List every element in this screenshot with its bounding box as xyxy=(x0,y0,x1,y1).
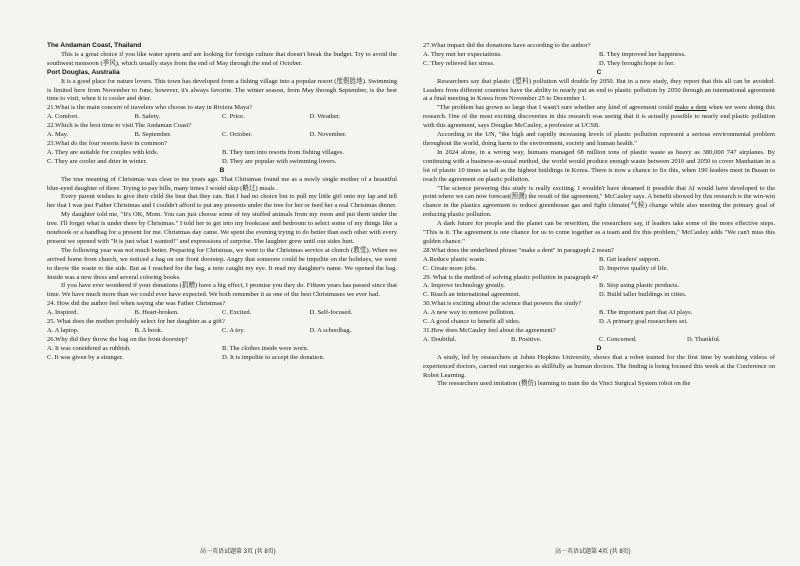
question-stem: 25. What does the mother probably select for her daughter as a gift? xyxy=(47,318,225,326)
paragraph: The following year was not much better. Preparing for Christmas, we went to the Christmas service at church (教堂). When we arrived home from church, we noticed a bag on our front doorstep. Angry that someone could be impolite on the holidays, we went to throw the waste to the side. But as I reached for the bag, a note caught my eye. It read my daughter's name. We opened the bag. Inside was a new dress and several coloring books. xyxy=(47,246,397,281)
question-stem: 28.What does the underlined phrase "make a dent" in paragraph 2 mean? xyxy=(423,246,614,254)
question-options xyxy=(423,282,775,300)
option: D. A primary goal researchers set. xyxy=(599,318,688,326)
option: B. Stop using plastic products. xyxy=(599,282,680,290)
section-title: Port Douglas, Australia xyxy=(47,68,120,76)
paragraph: If you have ever wondered if your donations (捐赠) have a big effect, I promise you they do. Fifteen years has passed since that time. We have much more than we could ever have expected. We both remember it as one of the best Christmases we ever had. xyxy=(47,282,397,299)
option: A. Inspired. xyxy=(47,309,79,317)
question-stem: 24. How did the author feel when saying she was Father Christmas? xyxy=(47,300,226,308)
option: A. May. xyxy=(47,131,69,139)
right-column xyxy=(423,42,775,389)
option: A. They met her expectations. xyxy=(423,50,502,58)
option: C. Concerned. xyxy=(599,335,637,343)
option: B. Get leaders' support. xyxy=(599,255,661,263)
paragraph: A study, led by researchers at Johns Hopkins University, shows that a robot trained for the first time by watching videos of experienced doctors, carried out surgeries as skillfully as human doctors. The finding is being focused this week at the Conference on Robot Learning. xyxy=(423,353,775,379)
question-options xyxy=(47,149,397,167)
paragraph: The true meaning of Christmas was clear to me years ago. That Christmas found me as a newly single mother of a beautiful blue-eyed daughter of three. Trying to pay bills, many times I would skip (略过) meals . xyxy=(47,175,397,192)
option: A. Comfort. xyxy=(47,113,79,121)
option: D. It is impolite to accept the donation. xyxy=(222,353,325,361)
paragraph: The researchers used imitation (模仿) learning to train the da Vinci Surgical System robot on the xyxy=(437,380,691,388)
question-stem: 23.What do the four resorts have in common? xyxy=(47,139,167,147)
option: B. September. xyxy=(134,131,172,139)
question-options xyxy=(47,131,397,140)
option: D. Build taller buildings in cities. xyxy=(599,291,687,299)
option: B. Positive. xyxy=(511,335,542,343)
paragraph: "The science powering this study is really exciting. I wouldn't have dreamed it possible that AI would have developed to the point where we can now forecast(预测) the result of the agreement," McCauley says. A benefit showed by this research is the win-win chance in the plastics agreement to reduce greenhouse gas and fight climate(气候) change while also meeting the primary goal of reducing plastic pollution. xyxy=(423,184,775,219)
option: C. They are cooler and drier in winter. xyxy=(47,157,148,165)
paragraph-text: "The problem has grown so large that I wasn't sure whether any kind of agreement could xyxy=(437,104,675,112)
option: A. Improve technology greatly. xyxy=(423,282,505,290)
question-options xyxy=(47,327,397,336)
paragraph xyxy=(423,104,775,131)
question-stem: 27.What impact did the donations have according to the author? xyxy=(423,42,591,49)
option: D. They brought hope to her. xyxy=(599,59,675,67)
option: D. Improve quality of life. xyxy=(599,264,669,272)
question-stem: 26.Why did they throw the bag on the front doorstep? xyxy=(47,335,188,343)
paragraph: It is a good place for nature lovers. This town has developed from a fishing village into a popular resort (度假胜地). Swimming is limited here from November to June; however, it's always favorite. The winter season, from May through September, is the best time to visit, when it is cooler and drier. xyxy=(47,77,397,103)
option: A. It was considered as rubbish. xyxy=(47,344,131,352)
paragraph: In 2024 alone, in a wrong way, humans managed 68 million tons of plastic waste as heavy as 380,000 747 airplanes. By continuing with a business-as-usual method, the world would produce enough waste between 2010 and 2050 to cover Manhattan in a lot of plastic 10 times as tall as the highest buildings in Korea. There is now a chance to fix this, when 190 leaders meet in Busan to reach the agreement on plastic pollution. xyxy=(423,148,775,183)
option: D. A schoolbag. xyxy=(309,327,352,334)
option: C. A good chance to benefit all sides. xyxy=(423,318,521,326)
option: B. Safety. xyxy=(134,113,161,121)
paragraph: This is a great choice if you like water sports and are looking for foreign culture that doesn't break the budget. Try to avoid the southwest monsoon (季风), which usually stays from the end of May through the end of October. xyxy=(47,50,397,67)
option: A.Reduce plastic waste. xyxy=(423,255,486,263)
option: B. They turn into resorts from fishing villages. xyxy=(222,148,344,156)
question-options xyxy=(47,309,397,318)
question-stem: 30.What is exciting about the science that powers the study? xyxy=(423,300,582,308)
section-label: D xyxy=(596,344,602,352)
option: B. A book. xyxy=(134,327,163,334)
option: C. Price. xyxy=(222,113,245,121)
option: C. Create more jobs. xyxy=(423,264,477,272)
underlined-phrase: make a dent xyxy=(674,104,707,112)
page-footer: 高一英语试题第 4页 (共 8页) xyxy=(555,549,631,555)
section-label: B xyxy=(219,166,225,174)
page-footer: 高一英语试题第 3页 (共 8页) xyxy=(200,549,276,555)
paragraph-text: when we were doing this research. One of the most exciting discoveries in this research was seeing that it is actually possible to nearly end plastic pollution with this agreement, says Douglas McCauley, a professor at UCSB. xyxy=(423,104,775,130)
option: D. Weather. xyxy=(309,113,341,121)
option: B. They improved her happiness. xyxy=(599,50,686,58)
option: A. A new way to remove pollution. xyxy=(423,309,516,317)
option: A. They are suitable for couples with kids. xyxy=(47,148,159,156)
left-column xyxy=(47,42,397,363)
question-stem: 22.Which is the best time to visit The Andaman Coast? xyxy=(47,122,192,130)
option: C. Reach an international agreement. xyxy=(423,291,521,299)
option: D. Thankful. xyxy=(687,335,721,343)
question-options xyxy=(423,51,775,69)
option: C. They relieved her stress. xyxy=(423,59,495,67)
option: D. November. xyxy=(309,131,347,139)
option: B. The important part that AI plays. xyxy=(599,309,693,317)
paragraph: My daughter told me, "It's OK, Mom. You can just choose some of my stuffed animals from my room and put them under the tree. I'll forget what is under there by Christmas." I told her to get into my bookcase and bedroom to select some of my things like a notebook or a handbag for a present for me. Christmas day came. We spent the evening trying to do better than each other with every present we opened with "It is just what I wanted!" and expressions of surprise. The laughter grew until our sides hurt. xyxy=(47,211,397,245)
question-options xyxy=(423,256,775,274)
option: D. Self-focused. xyxy=(309,309,353,317)
question-options xyxy=(423,309,775,327)
option: C. October. xyxy=(222,131,253,139)
question-stem: 31.How does McCauley feel about the agreement? xyxy=(423,327,556,334)
option: C. It was given by a stranger. xyxy=(47,353,124,361)
paragraph: A dark future for people and the planet can be rewritten, the researchers say, if leaders take some of the more effective steps. "This is it. The agreement is one chance for us to come together as a team and fix this problem," McCauley adds "We can't miss this golden chance." xyxy=(423,220,775,245)
option: C. Excited. xyxy=(222,309,252,317)
paragraph: Every parent wishes to give their child the best that they can. But I had no choice but to pull my little girl onto my lap and tell her that I was just Father Christmas and I couldn't afford to put any presents under the tree for her or feed her a real Christmas dinner. xyxy=(47,193,397,210)
section-label: C xyxy=(596,68,602,76)
question-options xyxy=(47,113,397,122)
option: D. They are popular with swimming lovers. xyxy=(222,157,337,165)
question-stem: 29. What is the method of solving plastic pollution in paragraph 4? xyxy=(423,273,599,281)
paragraph: According to the UN, "the high and rapidly increasing levels of plastic pollution represent a serious environmental problem throughout the world, doing harm to the environment, society and human health." xyxy=(423,131,775,147)
option: A. A laptop. xyxy=(47,327,79,334)
option: B. The clothes inside were worn. xyxy=(222,344,309,352)
question-options xyxy=(47,345,397,363)
option: B. Heart-broken. xyxy=(134,309,179,317)
section-title: The Andaman Coast, Thailand xyxy=(47,42,142,49)
question-options xyxy=(423,336,775,345)
paragraph: Researchers say that plastic (塑料) pollution will double by 2050. But in a new study, they report that this all can be avoided. Leaders from different countries have the ability to nearly put an end to plastic pollution by 2050 through an international agreement at a final meeting in Korea from November 25 to December 1. xyxy=(423,77,775,103)
option: A. Doubtful. xyxy=(423,335,457,343)
option: C. A toy. xyxy=(222,327,245,334)
question-stem: 21.What is the main concern of travelers who choose to stay in Riviera Maya? xyxy=(47,104,253,112)
